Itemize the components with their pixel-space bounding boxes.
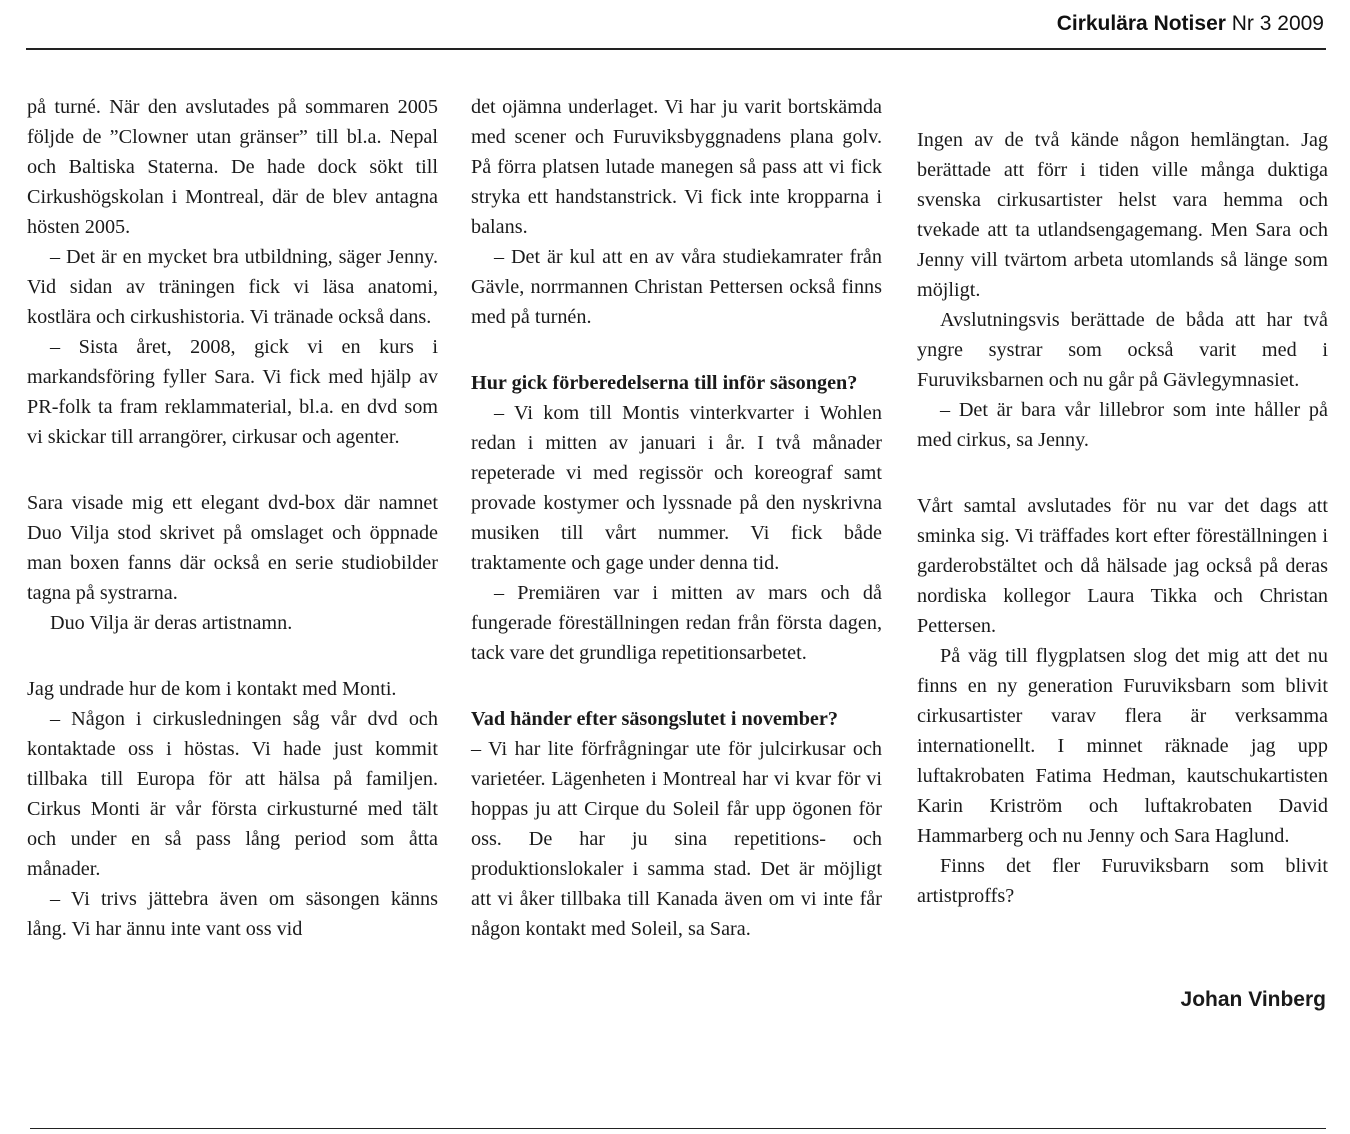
paragraph-gap — [917, 455, 1328, 491]
paragraph: – Någon i cirkusledningen såg vår dvd och kontaktade oss i höstas. Vi hade just kommit tillbaka till Europa för att hälsa på familjen. Cirkus Monti är vår första cirkusturné med tält och under en så pass lång period som åtta månader. — [27, 708, 438, 880]
paragraph: Duo Vilja är deras artistnamn. — [50, 612, 293, 634]
paragraph-gap — [471, 668, 882, 704]
paragraph: På väg till flygplatsen slog det mig att det nu finns en ny generation Furuviksbarn som blivit cirkusartister varav flera är verksamma internationellt. I minnet räknade jag upp luftakrobaten Fatima Hedman, kautschukartisten Karin Kriström och luftakrobaten David Hammarberg och nu Jenny och Sara Haglund. — [917, 645, 1328, 847]
paragraph: Jag undrade hur de kom i kontakt med Monti. — [27, 678, 397, 700]
paragraph: – Premiären var i mitten av mars och då fungerade föreställningen redan från första dagen, tack vare det grundliga repetitionsarbetet. — [471, 582, 882, 664]
publication-title: Cirkulära Notiser — [1056, 12, 1226, 35]
paragraph: Avslutningsvis berättade de båda att har två yngre systrar som också varit med i Furuviksbarnen och nu går på Gävlegymnasiet. — [917, 309, 1328, 391]
paragraph: – Det är en mycket bra utbildning, säger Jenny. Vid sidan av träningen fick vi läsa anatomi, kostlära och cirkushistoria. Vi tränade också dans. — [27, 246, 438, 328]
column-1 — [27, 92, 438, 944]
paragraph-gap — [471, 332, 882, 368]
section-heading: Hur gick förberedelserna till inför säsongen? — [471, 372, 858, 394]
page-header — [1057, 12, 1324, 36]
column-2 — [471, 92, 882, 944]
paragraph: på turné. När den avslutades på sommaren 2005 följde de ”Clowner utan gränser” till bl.a. Nepal och Baltiska Staterna. De hade dock sökt till Cirkushögskolan i Montreal, där de blev antagna hösten 2005. — [27, 96, 438, 238]
paragraph: det ojämna underlaget. Vi har ju varit bortskämda med scener och Furuviksbyggnadens plana golv. På förra platsen lutade manegen så pass att vi fick stryka ett handstanstrick. Vi fick inte kropparna i balans. — [471, 96, 882, 238]
paragraph: – Det är kul att en av våra studiekamrater från Gävle, norrmannen Christan Pettersen också finns med på turnén. — [471, 246, 882, 328]
section-heading: Vad händer efter säsongslutet i november? — [471, 708, 838, 730]
header-rule — [26, 48, 1326, 50]
paragraph-gap — [27, 638, 438, 674]
paragraph: Ingen av de två kände någon hemlängtan. Jag berättade att förr i tiden ville många duktiga svenska cirkusartister helst vara hemma och tvekade att ta utlandsengagemang. Men Sara och Jenny vill tvärtom arbeta utomlands så länge som möjligt. — [917, 129, 1328, 301]
column-3 — [917, 125, 1328, 911]
paragraph: – Sista året, 2008, gick vi en kurs i markandsföring fyller Sara. Vi fick med hjälp av PR-folk ta fram reklammaterial, bl.a. en dvd som vi skickar till arrangörer, cirkusar och agenter. — [27, 336, 438, 448]
footer-rule — [30, 1128, 1326, 1129]
paragraph: – Vi kom till Montis vinterkvarter i Wohlen redan i mitten av januari i år. I två månader repeterade vi med regissör och koreograf samt provade kostymer och lyssnade på den nyskrivna musiken till vårt nummer. Vi fick både traktamente och gage under denna tid. — [471, 402, 882, 574]
issue-number: Nr 3 2009 — [1231, 12, 1324, 35]
paragraph-gap — [27, 452, 438, 488]
paragraph: Finns det fler Furuviksbarn som blivit artistproffs? — [917, 855, 1328, 907]
author-byline: Johan Vinberg — [1180, 988, 1326, 1011]
paragraph: – Det är bara vår lillebror som inte håller på med cirkus, sa Jenny. — [917, 399, 1328, 451]
paragraph: Sara visade mig ett elegant dvd-box där namnet Duo Vilja stod skrivet på omslaget och öppnade man boxen fanns där också en serie studiobilder tagna på systrarna. — [27, 492, 438, 604]
paragraph: – Vi trivs jättebra även om säsongen känns lång. Vi har ännu inte vant oss vid — [27, 888, 438, 940]
paragraph: – Vi har lite förfrågningar ute för julcirkusar och varietéer. Lägenheten i Montreal har vi kvar för vi hoppas ju att Cirque du Soleil får upp ögonen för oss. De har ju sina repetitions- och produktionslokaler i samma stad. Det är möjligt att vi åker tillbaka till Kanada även om vi inte får någon kontakt med Soleil, sa Sara. — [471, 738, 882, 940]
paragraph: Vårt samtal avslutades för nu var det dags att sminka sig. Vi träffades kort efter föreställningen i garderobstältet och då hälsade jag också på deras nordiska kollegor Laura Tikka och Christan Pettersen. — [917, 495, 1328, 637]
